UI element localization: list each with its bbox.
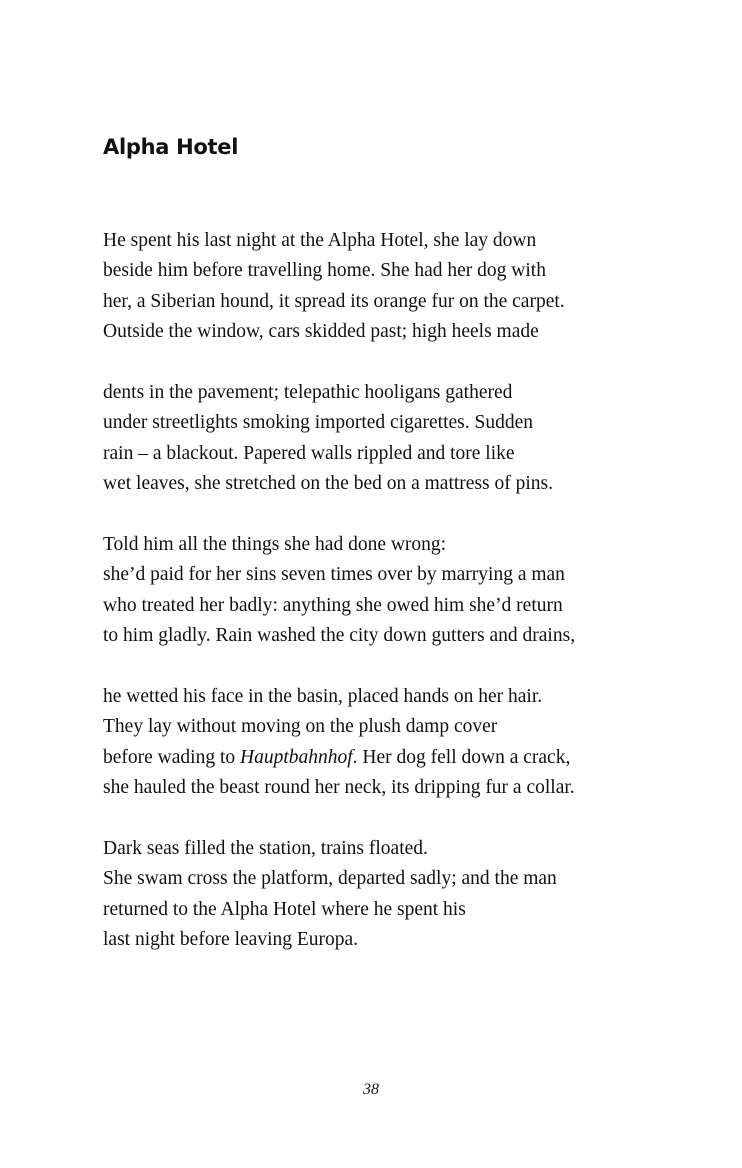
page-number: 38 [363, 1081, 379, 1098]
poem-line: he wetted his face in the basin, placed hands on her hair. [103, 686, 543, 708]
poem-line: beside him before travelling home. She had her dog with [103, 260, 546, 282]
poem-line: dents in the pavement; telepathic hooligans gathered [103, 382, 513, 404]
stanza-1 [103, 226, 703, 348]
line-text-after-italic: . Her dog fell down a crack, [352, 746, 571, 768]
poem-line: rain – a blackout. Papered walls rippled and tore like [103, 442, 515, 464]
poem-line: wet leaves, she stretched on the bed on a mattress of pins. [103, 473, 553, 495]
stanza-5 [103, 834, 703, 956]
stanza-2 [103, 378, 703, 500]
poem-line: Outside the window, cars skidded past; high heels made [103, 321, 539, 343]
line-text-before-italic: before wading to [103, 746, 240, 768]
poem-line: who treated her badly: anything she owed him she’d return [103, 594, 563, 616]
poem-line: she’d paid for her sins seven times over by marrying a man [103, 564, 565, 586]
poem-line: under streetlights smoking imported cigarettes. Sudden [103, 412, 533, 434]
poem-line: Told him all the things she had done wrong: [103, 534, 447, 556]
poem-title: Alpha Hotel [103, 135, 239, 159]
poem-line: returned to the Alpha Hotel where he spent his [103, 898, 466, 920]
italic-place-name: Hauptbahnhof [240, 746, 353, 768]
poem-line: Dark seas filled the station, trains floated. [103, 838, 428, 860]
poem-body [103, 226, 703, 986]
stanza-3 [103, 530, 703, 652]
poem-line: She swam cross the platform, departed sadly; and the man [103, 868, 557, 890]
poem-line: to him gladly. Rain washed the city down gutters and drains, [103, 625, 576, 647]
poem-line: He spent his last night at the Alpha Hotel, she lay down [103, 230, 537, 251]
poem-line-with-italic [103, 743, 703, 773]
poem-line: she hauled the beast round her neck, its dripping fur a collar. [103, 777, 575, 799]
poem-line: last night before leaving Europa. [103, 929, 359, 951]
poem-line: her, a Siberian hound, it spread its orange fur on the carpet. [103, 290, 565, 312]
poem-line: They lay without moving on the plush damp cover [103, 716, 498, 738]
stanza-4 [103, 682, 703, 804]
